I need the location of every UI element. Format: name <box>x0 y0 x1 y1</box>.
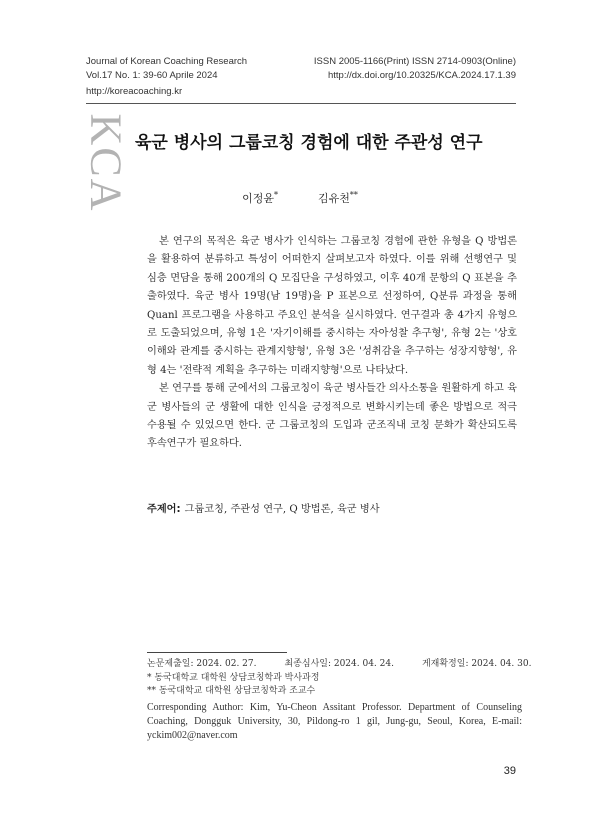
author-1-name: 이정윤 <box>242 192 274 205</box>
journal-name: Journal of Korean Coaching Research <box>86 56 248 67</box>
author-2 <box>318 192 358 205</box>
keywords-label: 주제어: <box>147 504 181 515</box>
author-line <box>0 190 600 206</box>
author-2-affiliation: ** 동국대학교 대학원 상담코칭학과 조교수 <box>147 686 316 696</box>
accepted-date: 게재확정일: 2024. 04. 30. <box>421 659 532 669</box>
header-rule <box>86 103 516 104</box>
kca-logo-text: KCA <box>81 113 131 213</box>
keywords <box>147 500 517 515</box>
submission-dates <box>147 658 532 672</box>
page-number: 39 <box>503 765 516 777</box>
journal-url[interactable]: http://koreacoaching.kr <box>86 86 183 97</box>
article-title: 육군 병사의 그룹코칭 경험에 대한 주관성 연구 <box>135 133 483 153</box>
footnotes <box>147 658 532 743</box>
received-date: 논문제출일: 2024. 02. 27. <box>147 659 257 669</box>
author-2-name: 김유천 <box>318 192 350 205</box>
footnote-rule <box>147 652 287 653</box>
abstract-paragraph-2: 본 연구를 통해 군에서의 그룹코칭이 육군 병사들간 의사소통을 원활하게 하고 육군 병사들의 군 생활에 대한 인식을 긍정적으로 변화시키는데 좋은 방법으로 적극 수용될 수 있었으면 한다. 군 그룹코칭의 도입과 군조직내 코칭 문화가 확산되도록 후속연구가 필요하다. <box>147 383 517 450</box>
running-header-right <box>314 55 516 83</box>
author-1-mark: * <box>274 190 278 200</box>
running-header-left <box>86 55 247 83</box>
author-2-mark: ** <box>349 190 358 200</box>
reviewed-date: 최종심사일: 2024. 04. 24. <box>284 659 394 669</box>
keywords-text: 그룹코칭, 주관성 연구, Q 방법론, 육군 병사 <box>184 504 380 515</box>
abstract-paragraph-1: 본 연구의 목적은 육군 병사가 인식하는 그룹코칭 경험에 관한 유형을 Q 방법론을 활용하여 분류하고 특성이 어떠한지 살펴보고자 하였다. 이를 위해 선행연구 및 심층 면담을 통해 200개의 Q 모집단을 구성하였고, 이후 40개 문항의 Q 표본을 추출하였다. 육군 병사 19명(남 19명)을 P 표본으로 선정하여, Q분류 과정을 통해 Quanl 프로그램을 사용하고 주요인 분석을 실시하였다. 연구결과 총 4가지 유형으로 도출되었으며, 유형 1은 '자기이해를 중시하는 자아성찰 추구형', 유형 2는 '상호이해와 관계를 중시하는 관계지향형', 유형 3은 '성취감을 추구하는 성장지향형', 유형 4는 '전략적 계획을 추구하는 미래지향형'으로 나타났다. <box>147 236 517 376</box>
doi-link[interactable]: http://dx.doi.org/10.20325/KCA.2024.17.1.39 <box>327 70 516 81</box>
corresponding-author: Corresponding Author: Kim, Yu-Cheon Assitant Professor. Department of Counseling Coaching, Dongguk University, 30, Pildong-ro 1 gil, Jung-gu, Seoul, Korea, E-mail: yckim002@naver.com <box>147 701 522 741</box>
issn-info: ISSN 2005-1166(Print) ISSN 2714-0903(Online) <box>313 56 516 67</box>
volume-info: Vol.17 No. 1: 39-60 Aprile 2024 <box>86 70 218 81</box>
abstract <box>147 233 517 454</box>
author-1 <box>242 190 278 206</box>
author-1-affiliation: * 동국대학교 대학원 상담코칭학과 박사과정 <box>147 672 320 683</box>
